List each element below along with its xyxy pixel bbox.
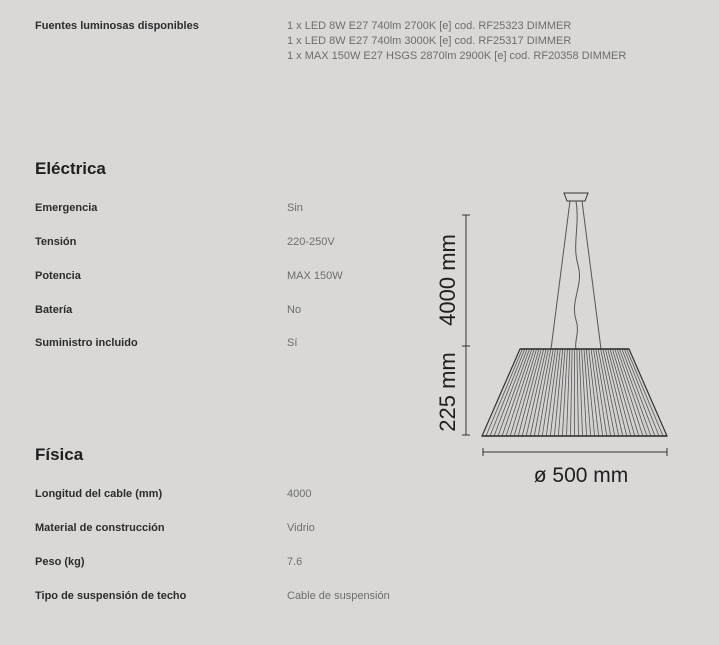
spec-value-suspension: Cable de suspensión [287, 590, 390, 602]
spec-value-suministro: Sí [287, 337, 298, 349]
spec-label-emergencia: Emergencia [35, 202, 98, 214]
spec-label-cable-length: Longitud del cable (mm) [35, 488, 163, 500]
section-title-fisica: Física [35, 445, 84, 464]
spec-label-tension: Tensión [35, 236, 77, 248]
light-source-item: 1 x LED 8W E27 740lm 3000K [e] cod. RF25317 DIMMER [287, 35, 572, 47]
section-title-electrica: Eléctrica [35, 159, 106, 178]
power-cord [574, 201, 579, 349]
light-sources-label: Fuentes luminosas disponibles [35, 20, 199, 32]
lamp-shade [482, 349, 667, 436]
spec-label-suministro: Suministro incluido [35, 337, 138, 349]
spec-value-weight: 7.6 [287, 556, 303, 568]
spec-value-bateria: No [287, 304, 302, 316]
spec-label-material: Material de construcción [35, 522, 165, 534]
spec-label-weight: Peso (kg) [35, 556, 85, 568]
spec-label-potencia: Potencia [35, 270, 81, 282]
spec-label-suspension: Tipo de suspensión de techo [35, 590, 187, 602]
diameter-dimension-line [483, 448, 667, 456]
spec-value-emergencia: Sin [287, 202, 303, 214]
diameter-text: ø 500 mm [533, 464, 629, 487]
height-dimension-line [462, 215, 470, 435]
spec-value-potencia: MAX 150W [287, 270, 343, 282]
suspension-cable-left [551, 201, 570, 349]
spec-value-material: Vidrio [287, 522, 315, 534]
spec-label-bateria: Batería [35, 304, 73, 316]
suspension-cable-right [582, 201, 601, 349]
spec-value-tension: 220-250V [287, 236, 335, 248]
light-source-item: 1 x MAX 150W E27 HSGS 2870lm 2900K [e] cod. RF20358 DIMMER [287, 50, 627, 62]
light-source-item: 1 x LED 8W E27 740lm 2700K [e] cod. RF25323 DIMMER [287, 20, 572, 32]
spec-value-cable-length: 4000 [287, 488, 312, 500]
ceiling-canopy [564, 193, 588, 201]
shade-height-text: 225 mm [435, 352, 460, 432]
cable-dimension-text: 4000 mm [435, 234, 460, 326]
